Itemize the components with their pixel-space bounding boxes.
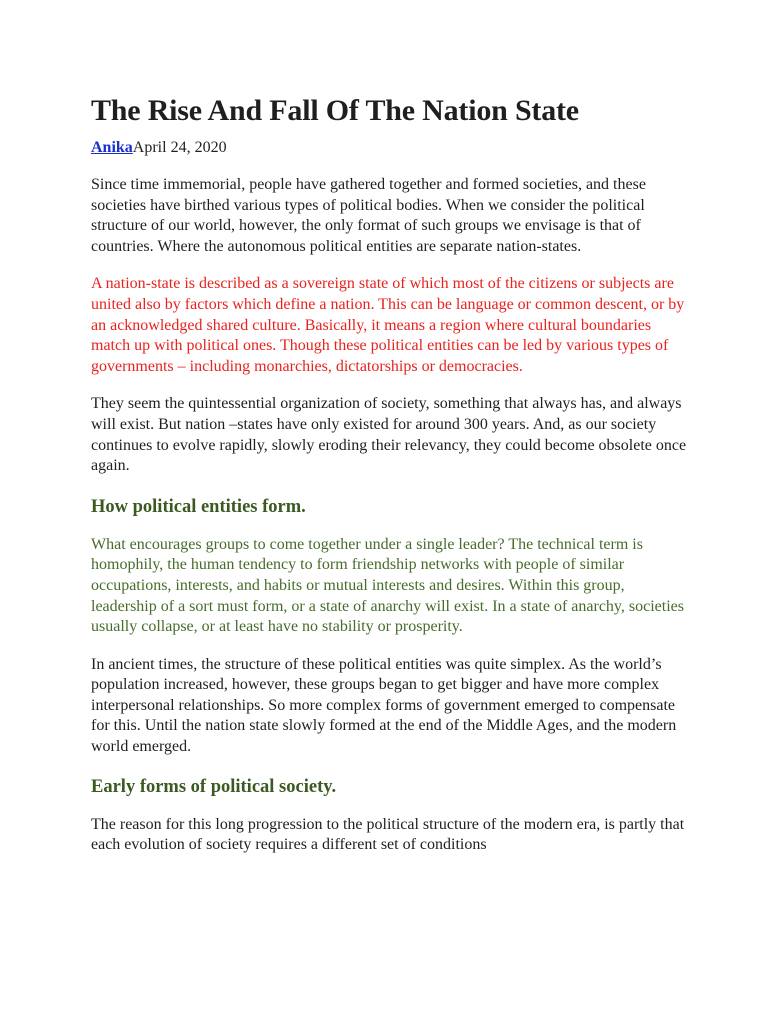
byline	[91, 138, 691, 158]
section-heading-early-forms: Early forms of political society.	[91, 776, 337, 797]
document-page	[91, 92, 691, 856]
publish-date: April 24, 2020	[132, 139, 227, 156]
homophily-paragraph: What encourages groups to come together under a single leader? The technical term is homophily, the human tendency to form friendship networks with people of similar occupations, interests, and habits or mutual interests and desires. Within this group, leadership of a sort must form, or a state of anarchy will exist. In a state of anarchy, societies usually collapse, or at least have no stability or prosperity.	[91, 535, 684, 636]
ancient-times-paragraph: In ancient times, the structure of these political entities was quite simplex. As the world’s population increased, however, these groups began to get bigger and have more complex interpersonal relationships. So more complex forms of government emerged to compensate for this. Until the nation state slowly formed at the end of the Middle Ages, and the modern world emerged.	[91, 655, 677, 756]
author-link[interactable]: Anika	[91, 139, 133, 156]
intro-paragraph: Since time immemorial, people have gathered together and formed societies, and these societies have birthed various types of political bodies. When we consider the political structure of our world, however, the only format of such groups we envisage is that of countries. Where the autonomous political entities are separate nation-states.	[91, 176, 646, 255]
progression-paragraph: The reason for this long progression to the political structure of the modern era, is partly that each evolution of society requires a different set of conditions	[91, 815, 685, 854]
definition-paragraph: A nation-state is described as a sovereign state of which most of the citizens or subjects are united also by factors which define a nation. This can be language or common descent, or by an acknowledged shared culture. Basically, it means a region where cultural boundaries match up with political ones. Though these political entities can be led by various types of governments – including monarchies, dictatorships or democracies.	[91, 275, 685, 375]
article-title: The Rise And Fall Of The Nation State	[91, 94, 579, 127]
section-heading-formation: How political entities form.	[91, 496, 306, 517]
existence-paragraph: They seem the quintessential organization of society, something that always has, and always will exist. But nation –states have only existed for around 300 years. And, as our society continues to evolve rapidly, slowly eroding their relevancy, they could become obsolete once again.	[91, 395, 687, 475]
